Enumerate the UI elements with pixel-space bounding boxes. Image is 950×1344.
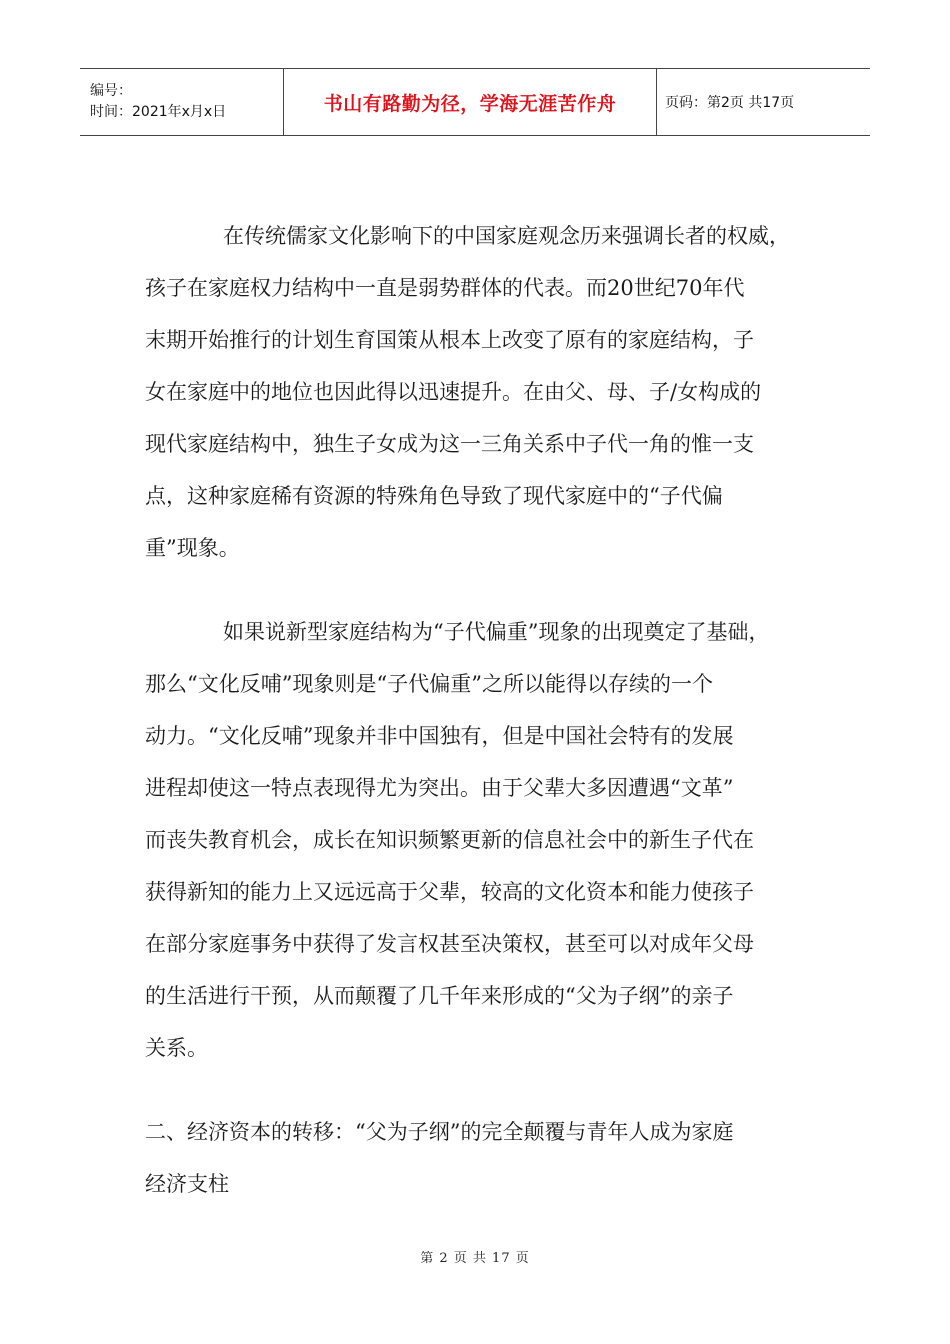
- paragraph-line: 动力。“文化反哺”现象并非中国独有，但是中国社会特有的发展: [145, 724, 734, 748]
- paragraph-line: 而丧失教育机会，成长在知识频繁更新的信息社会中的新生子代在: [145, 828, 754, 852]
- paragraph-line: 重”现象。: [145, 536, 240, 560]
- header-motto: 书山有路勤为径，学海无涯苦作舟: [323, 92, 617, 115]
- paragraph-line: 点，这种家庭稀有资源的特殊角色导致了现代家庭中的“子代偏: [145, 484, 723, 508]
- paragraph-line: 的生活进行干预，从而颠覆了几千年来形成的“父为子纲”的亲子: [145, 984, 734, 1008]
- paragraph-line: 末期开始推行的计划生育国策从根本上改变了原有的家庭结构，子: [145, 328, 754, 352]
- paragraph-1: [145, 210, 810, 574]
- document-number-label: 编号：: [90, 83, 132, 99]
- header-motto-cell: [283, 69, 657, 135]
- document-date-label: 时间：2021年x月x日: [90, 104, 227, 120]
- paragraph-line: 关系。: [145, 1036, 208, 1060]
- paragraph-line: 女在家庭中的地位也因此得以迅速提升。在由父、母、子/女构成的: [145, 380, 762, 404]
- paragraph-line: 那么“文化反哺”现象则是“子代偏重”之所以能得以存续的一个: [145, 672, 713, 696]
- paragraph-line: 获得新知的能力上又远远高于父辈，较高的文化资本和能力使孩子: [145, 880, 754, 904]
- heading-line: 经济支柱: [145, 1172, 229, 1196]
- header-page-info-cell: [657, 69, 870, 135]
- section-heading: [145, 1106, 810, 1210]
- paragraph-line: 现代家庭结构中，独生子女成为这一三角关系中子代一角的惟一支: [145, 432, 754, 456]
- paragraph-line: 如果说新型家庭结构为“子代偏重”现象的出现奠定了基础，: [223, 620, 770, 644]
- header-page-info: 页码：第2页 共17页: [665, 95, 795, 111]
- paragraph-2: [145, 606, 810, 1074]
- document-header: [80, 68, 870, 136]
- header-meta: [80, 69, 283, 135]
- paragraph-line: 孩子在家庭权力结构中一直是弱势群体的代表。而20世纪70年代: [145, 276, 745, 300]
- page-footer: 第 2 页 共 17 页: [420, 1251, 530, 1266]
- heading-line: 二、经济资本的转移：“父为子纲”的完全颠覆与青年人成为家庭: [145, 1120, 734, 1144]
- paragraph-line: 进程却使这一特点表现得尤为突出。由于父辈大多因遭遇“文革”: [145, 776, 734, 800]
- paragraph-line: 在传统儒家文化影响下的中国家庭观念历来强调长者的权威，: [223, 224, 790, 248]
- paragraph-line: 在部分家庭事务中获得了发言权甚至决策权，甚至可以对成年父母: [145, 932, 754, 956]
